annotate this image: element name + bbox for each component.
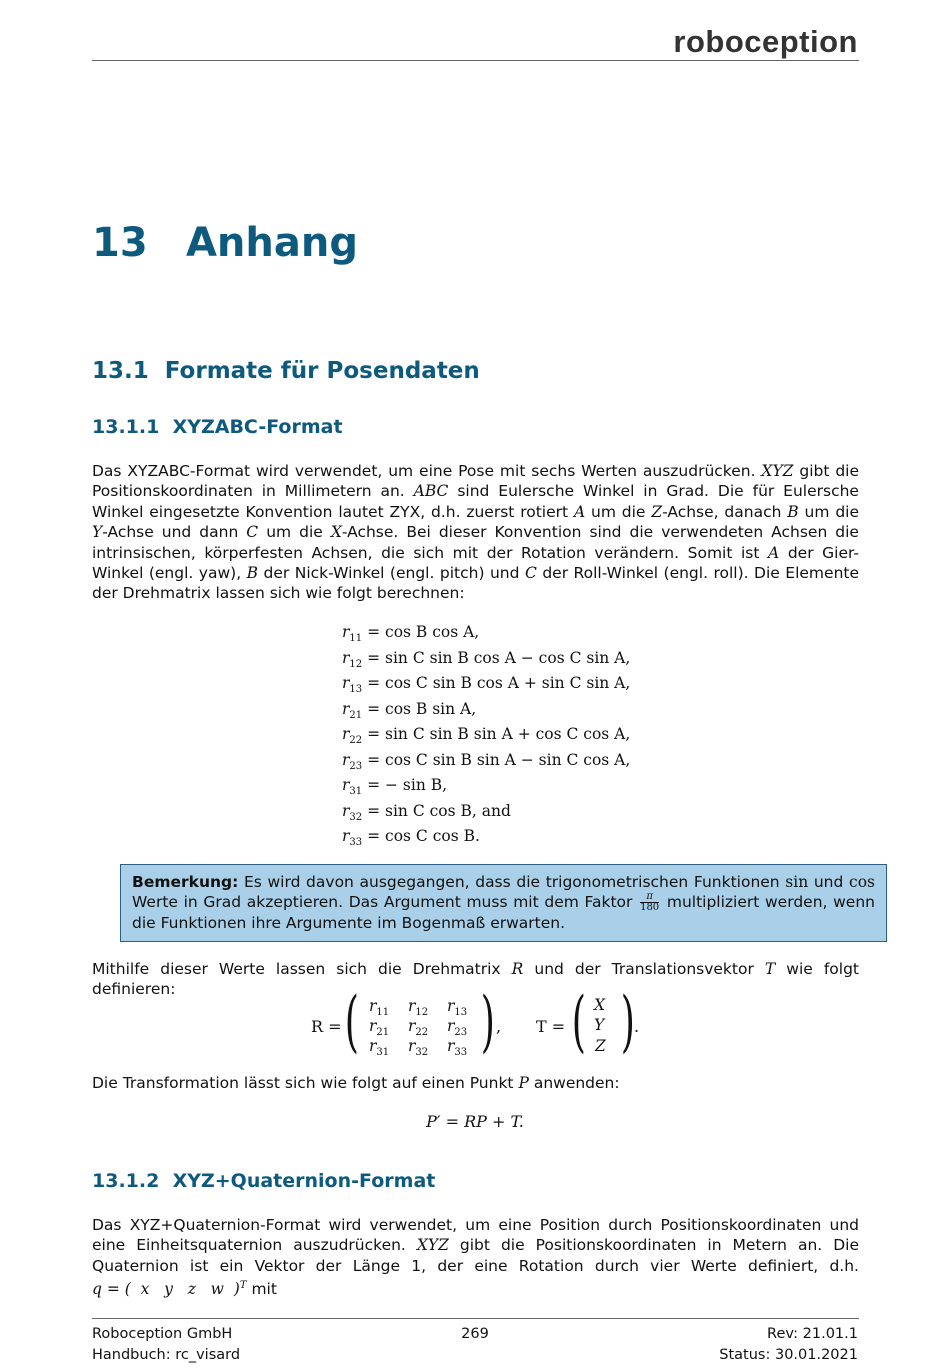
equation-line: $r_{32} = \sin C$ cos B, and [342,801,511,823]
fraction-pi-180: $\frac{\pi}{180}$ [640,891,660,914]
subsection-heading-xyzabc [92,416,343,438]
equation-line: $r_{12} = \sin C$ sin B cos A − cos C sin A, [342,648,631,670]
paragraph-xyzabc: Das XYZABC-Format wird verwendet, um eine Pose mit sechs Werten auszudrücken. XYZ gibt die Positionskoordinaten in Millimetern an. ABC sind Eulersche Winkel in Grad. Die für Eulersche Winkel eingesetzte Konvention lautet ZYX, d.h. zuerst rotiert A um die Z-Achse, danach B um die Y-Achse und dann C um die X-Achse. Bei dieser Konvention sind die verwendeten Achsen die intrinsischen, körperfesten Achsen, die sich mit der Rotation verändern. Somit ist A der Gier-Winkel (engl. yaw), B der Nick-Winkel (engl. pitch) und C der Roll-Winkel (engl. roll). Die Elemente der Drehmatrix lassen sich wie folgt berechnen: [92,462,860,603]
section-number: 13.1 [92,358,149,384]
t-vector-label: T = [536,1017,566,1036]
r-matrix-label: R = [311,1017,342,1036]
footer-status: Status: 30.01.2021 [719,1346,858,1363]
rotation-equations [342,620,630,850]
matrix-cell: $r_{11}$ [369,997,390,1019]
matrix-cell: $r_{31}$ [369,1037,390,1059]
note-box: Bemerkung: Es wird davon ausgegangen, dass die trigonometrischen Funktionen sin und cos Werte in Grad akzeptieren. Das Argument muss mit dem Faktor $\frac{\pi}{180}$ multipliziert werden, wenn die Funktionen ihre Argumente im Bogenmaß erwarten. [120,864,887,942]
equation-line: $r_{11} = \cos B$ cos A, [342,623,480,645]
footer-right [719,1324,858,1365]
left-paren: ( [344,983,359,1060]
matrix-cell: $r_{23}$ [447,1017,468,1039]
vector-cell: X [594,996,606,1014]
subsection-title: XYZABC-Format [172,416,343,438]
matrix-equation [0,983,950,1061]
footer-revision: Rev: 21.01.1 [767,1326,858,1342]
footer-page-number: 269 [461,1326,489,1342]
header-rule [92,60,859,61]
vector-cell: Z [595,1037,606,1055]
chapter-number: 13 [92,220,148,266]
matrix-period: . [634,1017,640,1036]
matrix-cell: $r_{13}$ [447,997,468,1019]
equation-line: $r_{33} = \cos C$ cos B. [342,827,480,849]
chapter-heading [92,220,358,266]
matrix-comma: , [496,1017,502,1036]
equation-line: $r_{23} = \cos C$ sin B sin A − sin C cos A, [342,750,631,772]
footer-manual: Handbuch: rc_visard [92,1346,241,1363]
chapter-title: Anhang [185,220,358,266]
right-paren: ) [480,983,495,1060]
matrix-cell: $r_{33}$ [447,1037,468,1059]
equation-line: $r_{22} = \sin C$ sin B sin A + cos C cos A, [342,725,631,747]
vector-cell: Y [594,1016,605,1034]
equation-line: $r_{21} = \cos B$ sin A, [342,699,477,721]
matrix-cell: $r_{22}$ [408,1017,429,1039]
footer-rule [92,1318,859,1319]
subsection-number: 13.1.2 [92,1170,160,1192]
subsection-number: 13.1.1 [92,416,160,438]
matrix-cell: $r_{12}$ [408,997,429,1019]
section-heading [92,358,480,384]
matrix-cell: $r_{32}$ [408,1037,429,1059]
matrix-cell: $r_{21}$ [369,1017,390,1039]
right-paren: ) [620,983,635,1060]
footer-company: Roboception GmbH [92,1326,233,1342]
note-label: Bemerkung: [132,873,239,891]
subsection-heading-quaternion [92,1170,435,1192]
paragraph-quaternion: Das XYZ+Quaternion-Format wird verwendet, um eine Position durch Positionskoordinaten und eine Einheitsquaternion auszudrücken. XYZ gibt die Positionskoordinaten in Metern an. Die Quaternion ist ein Vektor der Länge 1, der eine Rotation durch vier Werte definiert, d.h. q = ( x y z w )$^T$ mit [92,1216,859,1299]
brand-logo: roboception [673,24,858,59]
transform-equation: P′ = RP + T. [426,1112,524,1131]
section-title: Formate für Posendaten [164,358,480,384]
subsection-title: XYZ+Quaternion-Format [172,1170,436,1192]
left-paren: ( [571,983,586,1060]
equation-line: $r_{31}$ = − sin B, [342,776,448,798]
equation-line: $r_{13} = \cos C$ sin B cos A + sin C sin A, [342,674,631,696]
paragraph-transform-intro: Die Transformation lässt sich wie folgt auf einen Punkt P anwenden: [92,1074,620,1092]
paragraph-matrix-intro: Mithilfe dieser Werte lassen sich die Drehmatrix R und der Translationsvektor T wie folgt definieren: [92,960,860,999]
